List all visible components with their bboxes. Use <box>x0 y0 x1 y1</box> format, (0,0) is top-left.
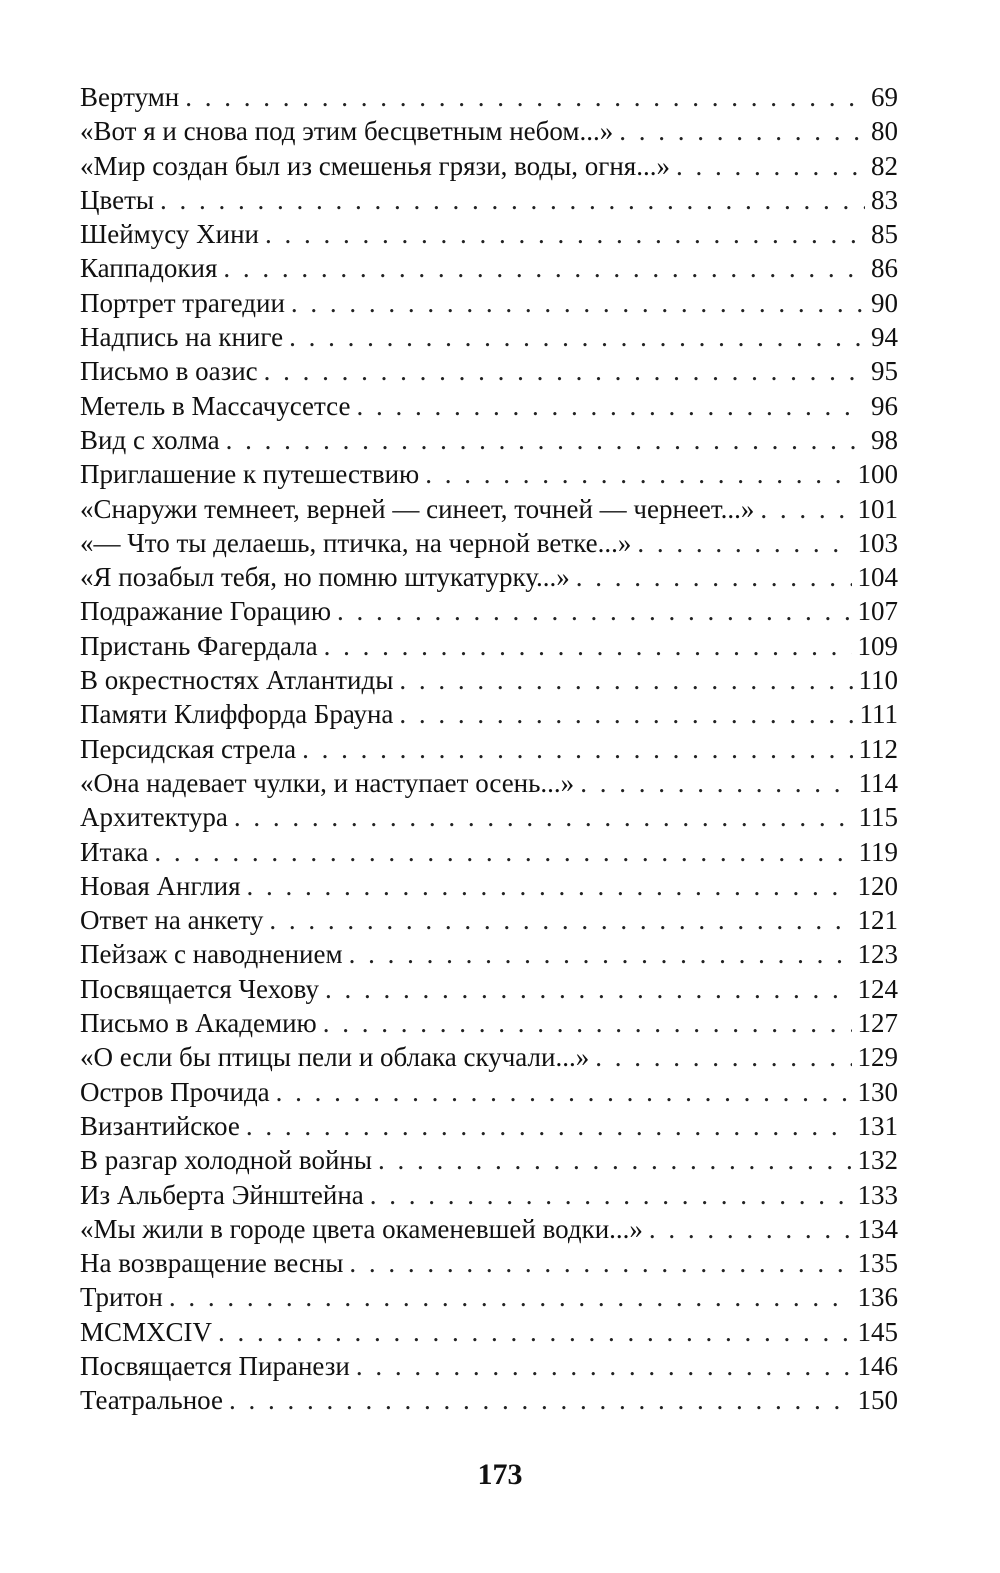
dot-leader <box>325 972 852 1006</box>
table-of-contents <box>80 80 898 1418</box>
dot-leader <box>425 457 851 491</box>
toc-entry <box>80 1006 898 1040</box>
dot-leader <box>154 835 852 869</box>
toc-entry <box>80 903 898 937</box>
toc-entry <box>80 800 898 834</box>
toc-entry-title: Пейзаж с наводнением <box>80 939 343 970</box>
toc-entry-title: Итака <box>80 836 149 867</box>
dot-leader <box>637 526 851 560</box>
toc-entry-page: 131 <box>857 1110 898 1141</box>
toc-entry-page: 130 <box>857 1076 898 1107</box>
dot-leader <box>226 423 865 457</box>
toc-entry-page: 145 <box>857 1316 898 1347</box>
toc-entry-page: 115 <box>858 802 898 833</box>
dot-leader <box>229 1383 852 1417</box>
toc-entry <box>80 80 898 114</box>
toc-entry-page: 85 <box>871 219 898 250</box>
toc-entry-page: 109 <box>857 630 898 661</box>
toc-entry <box>80 1178 898 1212</box>
toc-entry-page: 103 <box>857 527 898 558</box>
toc-entry-page: 100 <box>857 459 898 490</box>
dot-leader <box>324 629 852 663</box>
dot-leader <box>223 251 865 285</box>
toc-entry <box>80 526 898 560</box>
toc-entry <box>80 492 898 526</box>
dot-leader <box>289 320 865 354</box>
toc-entry-page: 150 <box>857 1385 898 1416</box>
toc-entry-page: 121 <box>857 905 898 936</box>
toc-entry-title: В окрестностях Атлантиды <box>80 665 394 696</box>
toc-entry-page: 134 <box>857 1213 898 1244</box>
toc-entry-title: Надпись на книге <box>80 322 284 353</box>
toc-entry <box>80 286 898 320</box>
dot-leader <box>323 1006 852 1040</box>
toc-entry-title: Византийское <box>80 1110 240 1141</box>
toc-entry-page: 80 <box>871 116 898 147</box>
toc-entry-page: 129 <box>857 1042 898 1073</box>
toc-entry <box>80 732 898 766</box>
toc-entry-page: 83 <box>871 184 898 215</box>
dot-leader <box>760 492 851 526</box>
toc-entry-title: Ответ на анкету <box>80 905 264 936</box>
toc-entry-title: Портрет трагедии <box>80 287 285 318</box>
toc-entry <box>80 869 898 903</box>
toc-entry-title: «Мы жили в городе цвета окаменевшей водки...» <box>80 1213 643 1244</box>
toc-entry-title: В разгар холодной войны <box>80 1145 373 1176</box>
toc-entry-title: Посвящается Пиранези <box>80 1350 350 1381</box>
toc-entry-page: 133 <box>857 1179 898 1210</box>
page-number: 173 <box>477 1458 523 1491</box>
toc-entry-page: 124 <box>857 973 898 1004</box>
toc-entry-page: 90 <box>871 287 898 318</box>
toc-entry <box>80 1383 898 1417</box>
toc-entry-title: Цветы <box>80 184 155 215</box>
toc-entry <box>80 1040 898 1074</box>
dot-leader <box>264 354 865 388</box>
dot-leader <box>399 697 853 731</box>
dot-leader <box>291 286 865 320</box>
toc-entry-title: Остров Прочида <box>80 1076 270 1107</box>
dot-leader <box>576 560 852 594</box>
dot-leader <box>619 114 865 148</box>
dot-leader <box>356 389 865 423</box>
toc-entry-page: 69 <box>871 82 898 112</box>
toc-entry-page: 94 <box>871 322 898 353</box>
toc-entry-title: «— Что ты делаешь, птичка, на черной ветке...» <box>80 527 632 558</box>
dot-leader <box>370 1178 852 1212</box>
toc-entry-page: 95 <box>871 356 898 387</box>
toc-entry <box>80 560 898 594</box>
toc-entry <box>80 354 898 388</box>
toc-entry-title: Вид с холма <box>80 424 220 455</box>
toc-entry <box>80 972 898 1006</box>
toc-entry-title: «Она надевает чулки, и наступает осень...» <box>80 767 575 798</box>
dot-leader <box>356 1349 852 1383</box>
dot-leader <box>349 1246 851 1280</box>
toc-entry-page: 112 <box>858 733 898 764</box>
toc-entry-title: Посвящается Чехову <box>80 973 319 1004</box>
dot-leader <box>265 217 865 251</box>
toc-entry <box>80 251 898 285</box>
toc-entry-page: 146 <box>857 1350 898 1381</box>
toc-entry-page: 101 <box>857 493 898 524</box>
dot-leader <box>649 1212 852 1246</box>
dot-leader <box>399 663 852 697</box>
toc-entry-title: Подражание Горацию <box>80 596 332 627</box>
toc-entry-page: 111 <box>859 699 898 730</box>
toc-entry-title: Вертумн <box>80 82 180 112</box>
toc-entry-page: 120 <box>857 870 898 901</box>
toc-entry-title: На возвращение весны <box>80 1248 344 1279</box>
toc-entry-title: Театральное <box>80 1385 223 1416</box>
dot-leader <box>302 732 852 766</box>
toc-entry <box>80 629 898 663</box>
toc-entry-title: «Вот я и снова под этим бесцветным небом...» <box>80 116 614 147</box>
toc-entry <box>80 1075 898 1109</box>
toc-entry <box>80 423 898 457</box>
toc-entry-page: 86 <box>871 253 898 284</box>
toc-entry <box>80 217 898 251</box>
toc-entry-title: Письмо в Академию <box>80 1008 317 1039</box>
dot-leader <box>246 1109 852 1143</box>
dot-leader <box>247 869 852 903</box>
toc-entry <box>80 835 898 869</box>
dot-leader <box>218 1315 851 1349</box>
toc-entry-title: Пристань Фагердала <box>80 630 318 661</box>
dot-leader <box>185 80 865 114</box>
toc-entry <box>80 1212 898 1246</box>
dot-leader <box>269 903 851 937</box>
toc-entry <box>80 1280 898 1314</box>
toc-entry-title: Каппадокия <box>80 253 218 284</box>
toc-entry-title: Письмо в оазис <box>80 356 258 387</box>
toc-entry-title: Памяти Клиффорда Брауна <box>80 699 394 730</box>
toc-entry-page: 96 <box>871 390 898 421</box>
toc-entry <box>80 1315 898 1349</box>
toc-entry-page: 110 <box>858 665 898 696</box>
toc-entry <box>80 1246 898 1280</box>
toc-entry-title: Персидская стрела <box>80 733 297 764</box>
dot-leader <box>580 766 852 800</box>
toc-entry-title: Метель в Массачусетсе <box>80 390 351 421</box>
toc-entry-title: «О если бы птицы пели и облака скучали...» <box>80 1042 590 1073</box>
toc-entry-page: 114 <box>858 767 898 798</box>
toc-entry-title: Новая Англия <box>80 870 241 901</box>
toc-entry-page: 98 <box>871 424 898 455</box>
dot-leader <box>337 594 851 628</box>
toc-entry <box>80 697 898 731</box>
toc-entry <box>80 663 898 697</box>
dot-leader <box>169 1280 852 1314</box>
toc-entry <box>80 766 898 800</box>
dot-leader <box>676 149 865 183</box>
toc-entry-title: «Я позабыл тебя, но помню штукатурку...» <box>80 562 570 593</box>
dot-leader <box>349 937 852 971</box>
toc-entry-page: 132 <box>857 1145 898 1176</box>
dot-leader <box>160 183 865 217</box>
toc-entry <box>80 183 898 217</box>
toc-entry-title: Приглашение к путешествию <box>80 459 420 490</box>
dot-leader <box>595 1040 851 1074</box>
toc-entry <box>80 114 898 148</box>
toc-entry-page: 104 <box>857 562 898 593</box>
toc-entry <box>80 594 898 628</box>
dot-leader <box>276 1075 852 1109</box>
toc-entry-title: MCMXCIV <box>80 1316 213 1347</box>
toc-entry <box>80 1143 898 1177</box>
toc-entry-title: Архитектура <box>80 802 228 833</box>
toc-entry-page: 123 <box>857 939 898 970</box>
toc-entry <box>80 937 898 971</box>
toc-entry <box>80 457 898 491</box>
toc-entry <box>80 1349 898 1383</box>
toc-entry <box>80 320 898 354</box>
toc-entry <box>80 149 898 183</box>
toc-entry-page: 135 <box>857 1248 898 1279</box>
dot-leader <box>234 800 853 834</box>
toc-entry-title: Из Альберта Эйнштейна <box>80 1179 364 1210</box>
toc-entry-page: 127 <box>857 1008 898 1039</box>
toc-entry-page: 119 <box>858 836 898 867</box>
toc-entry <box>80 1109 898 1143</box>
toc-entry-page: 136 <box>857 1282 898 1313</box>
toc-entry-title: Шеймусу Хини <box>80 219 259 250</box>
toc-entry-title: «Снаружи темнеет, верней — синеет, точней — чернеет...» <box>80 493 755 524</box>
toc-entry-title: «Мир создан был из смешенья грязи, воды, огня...» <box>80 150 670 181</box>
toc-entry-title: Тритон <box>80 1282 163 1313</box>
toc-entry <box>80 389 898 423</box>
dot-leader <box>378 1143 851 1177</box>
toc-entry-page: 82 <box>871 150 898 181</box>
toc-entry-page: 107 <box>857 596 898 627</box>
